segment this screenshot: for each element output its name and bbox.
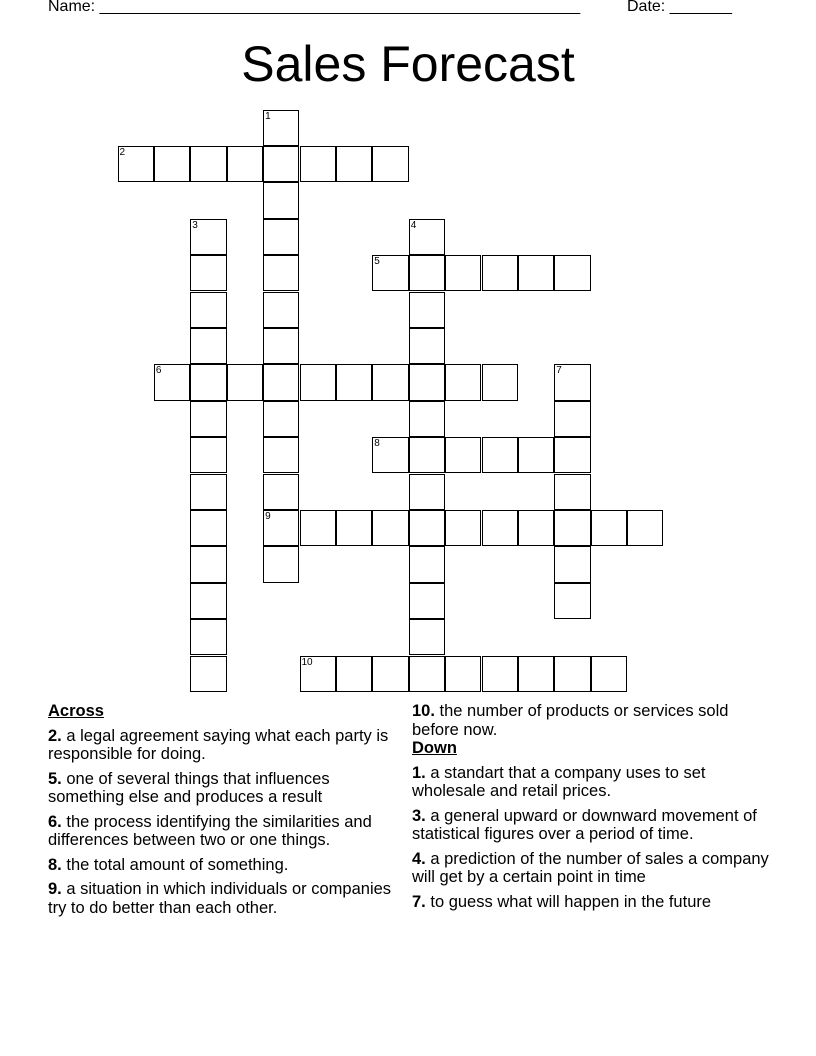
crossword-cell[interactable] [227, 364, 263, 400]
crossword-cell[interactable] [263, 437, 299, 473]
down-clue-1: 1. a standart that a company uses to set wholesale and retail prices. [412, 763, 706, 800]
crossword-cell[interactable] [409, 219, 445, 255]
crossword-cell[interactable] [627, 510, 663, 546]
crossword-cell[interactable] [190, 546, 226, 582]
crossword-cell[interactable] [445, 510, 481, 546]
crossword-cell[interactable] [482, 364, 518, 400]
crossword-cell[interactable] [190, 401, 226, 437]
crossword-cell[interactable] [409, 474, 445, 510]
crossword-cell[interactable] [263, 364, 299, 400]
crossword-cell[interactable] [445, 437, 481, 473]
crossword-cell[interactable] [409, 292, 445, 328]
crossword-cell[interactable] [190, 437, 226, 473]
crossword-cell[interactable] [300, 656, 336, 692]
clue-number: 10 [301, 656, 313, 668]
crossword-cell[interactable] [445, 364, 481, 400]
crossword-cell[interactable] [263, 328, 299, 364]
crossword-cell[interactable] [482, 510, 518, 546]
crossword-cell[interactable] [409, 510, 445, 546]
crossword-cell[interactable] [190, 146, 226, 182]
crossword-cell[interactable] [118, 146, 154, 182]
crossword-cell[interactable] [518, 255, 554, 291]
across-clue-8: 8. the total amount of something. [48, 855, 289, 874]
down-heading: Down [412, 739, 457, 757]
crossword-cell[interactable] [263, 110, 299, 146]
crossword-cell[interactable] [482, 656, 518, 692]
crossword-cell[interactable] [554, 583, 590, 619]
crossword-cell[interactable] [190, 364, 226, 400]
clue-number: 1 [265, 110, 271, 122]
crossword-cell[interactable] [554, 437, 590, 473]
crossword-cell[interactable] [409, 328, 445, 364]
clue-number: 4 [410, 219, 417, 231]
crossword-cell[interactable] [336, 656, 372, 692]
crossword-cell[interactable] [372, 255, 408, 291]
crossword-cell[interactable] [190, 583, 226, 619]
crossword-cell[interactable] [263, 401, 299, 437]
crossword-cell[interactable] [554, 546, 590, 582]
crossword-cell[interactable] [372, 656, 408, 692]
crossword-cell[interactable] [190, 255, 226, 291]
crossword-cell[interactable] [190, 474, 226, 510]
across-clue-9: 9. a situation in which individuals or companies try to do better than each other. [48, 880, 392, 917]
crossword-cell[interactable] [190, 619, 226, 655]
crossword-cell[interactable] [263, 219, 299, 255]
page-title: Sales Forecast [241, 36, 575, 92]
clue-number: 6 [155, 365, 162, 377]
crossword-cell[interactable] [518, 510, 554, 546]
crossword-cell[interactable] [409, 583, 445, 619]
crossword-cell[interactable] [409, 401, 445, 437]
crossword-cell[interactable] [554, 401, 590, 437]
crossword-cell[interactable] [190, 292, 226, 328]
across-clue-5: 5. one of several things that influences something else and produces a result [48, 769, 330, 806]
down-clue-7: 7. to guess what will happen in the future [412, 892, 712, 911]
crossword-cell[interactable] [409, 619, 445, 655]
crossword-cell[interactable] [409, 437, 445, 473]
clue-number: 3 [192, 219, 198, 231]
crossword-cell[interactable] [409, 255, 445, 291]
crossword-cell[interactable] [518, 656, 554, 692]
crossword-cell[interactable] [336, 510, 372, 546]
down-clue-3: 3. a general upward or downward movement of statistical figures over a period of time. [412, 806, 757, 843]
crossword-cell[interactable] [372, 146, 408, 182]
down-clue-4: 4. a prediction of the number of sales a company will get by a certain point in time [412, 849, 769, 886]
clue-number: 2 [119, 146, 126, 158]
clues-column-left [48, 702, 393, 917]
crossword-cell[interactable] [409, 364, 445, 400]
crossword-cell[interactable] [263, 292, 299, 328]
crossword-cell[interactable] [154, 146, 190, 182]
crossword-cell[interactable] [336, 146, 372, 182]
crossword-cell[interactable] [263, 255, 299, 291]
crossword-cell[interactable] [300, 364, 336, 400]
name-field[interactable]: Name: ______________________________________________________ [48, 0, 581, 15]
crossword-cell[interactable] [445, 656, 481, 692]
crossword-cell[interactable] [190, 219, 226, 255]
date-field[interactable]: Date: _______ [627, 0, 732, 15]
crossword-cell[interactable] [554, 656, 590, 692]
clues-column-right [412, 702, 772, 911]
crossword-cell[interactable] [409, 546, 445, 582]
crossword-cell[interactable] [409, 656, 445, 692]
across-heading: Across [48, 702, 104, 720]
crossword-cell[interactable] [190, 510, 226, 546]
crossword-cell[interactable] [591, 510, 627, 546]
clue-number: 8 [374, 438, 380, 450]
crossword-cell[interactable] [591, 656, 627, 692]
clue-number: 7 [556, 365, 562, 377]
clue-number: 9 [265, 510, 271, 522]
across-clue-6: 6. the process identifying the similarities and differences between two or one things. [48, 812, 372, 849]
crossword-cell[interactable] [300, 510, 336, 546]
crossword-cell[interactable] [554, 510, 590, 546]
crossword-cell[interactable] [263, 474, 299, 510]
crossword-cell[interactable] [372, 510, 408, 546]
crossword-cell[interactable] [190, 656, 226, 692]
crossword-cell[interactable] [482, 437, 518, 473]
crossword-cell[interactable] [336, 364, 372, 400]
crossword-cell[interactable] [263, 546, 299, 582]
crossword-cell[interactable] [482, 255, 518, 291]
crossword-cell[interactable] [263, 146, 299, 182]
crossword-cell[interactable] [554, 364, 590, 400]
across-clue-10: 10. the number of products or services sold before now. [412, 702, 729, 739]
crossword-cell[interactable] [518, 437, 554, 473]
crossword-cell[interactable] [154, 364, 190, 400]
across-clue-2: 2. a legal agreement saying what each party is responsible for doing. [48, 726, 389, 763]
crossword-cell[interactable] [372, 437, 408, 473]
crossword-cell[interactable] [554, 474, 590, 510]
crossword-cell[interactable] [300, 146, 336, 182]
crossword-cell[interactable] [227, 146, 263, 182]
clue-number: 5 [374, 256, 380, 268]
crossword-cell[interactable] [190, 328, 226, 364]
crossword-cell[interactable] [445, 255, 481, 291]
crossword-cell[interactable] [554, 255, 590, 291]
crossword-cell[interactable] [372, 364, 408, 400]
crossword-cell[interactable] [263, 182, 299, 218]
crossword-cell[interactable] [263, 510, 299, 546]
